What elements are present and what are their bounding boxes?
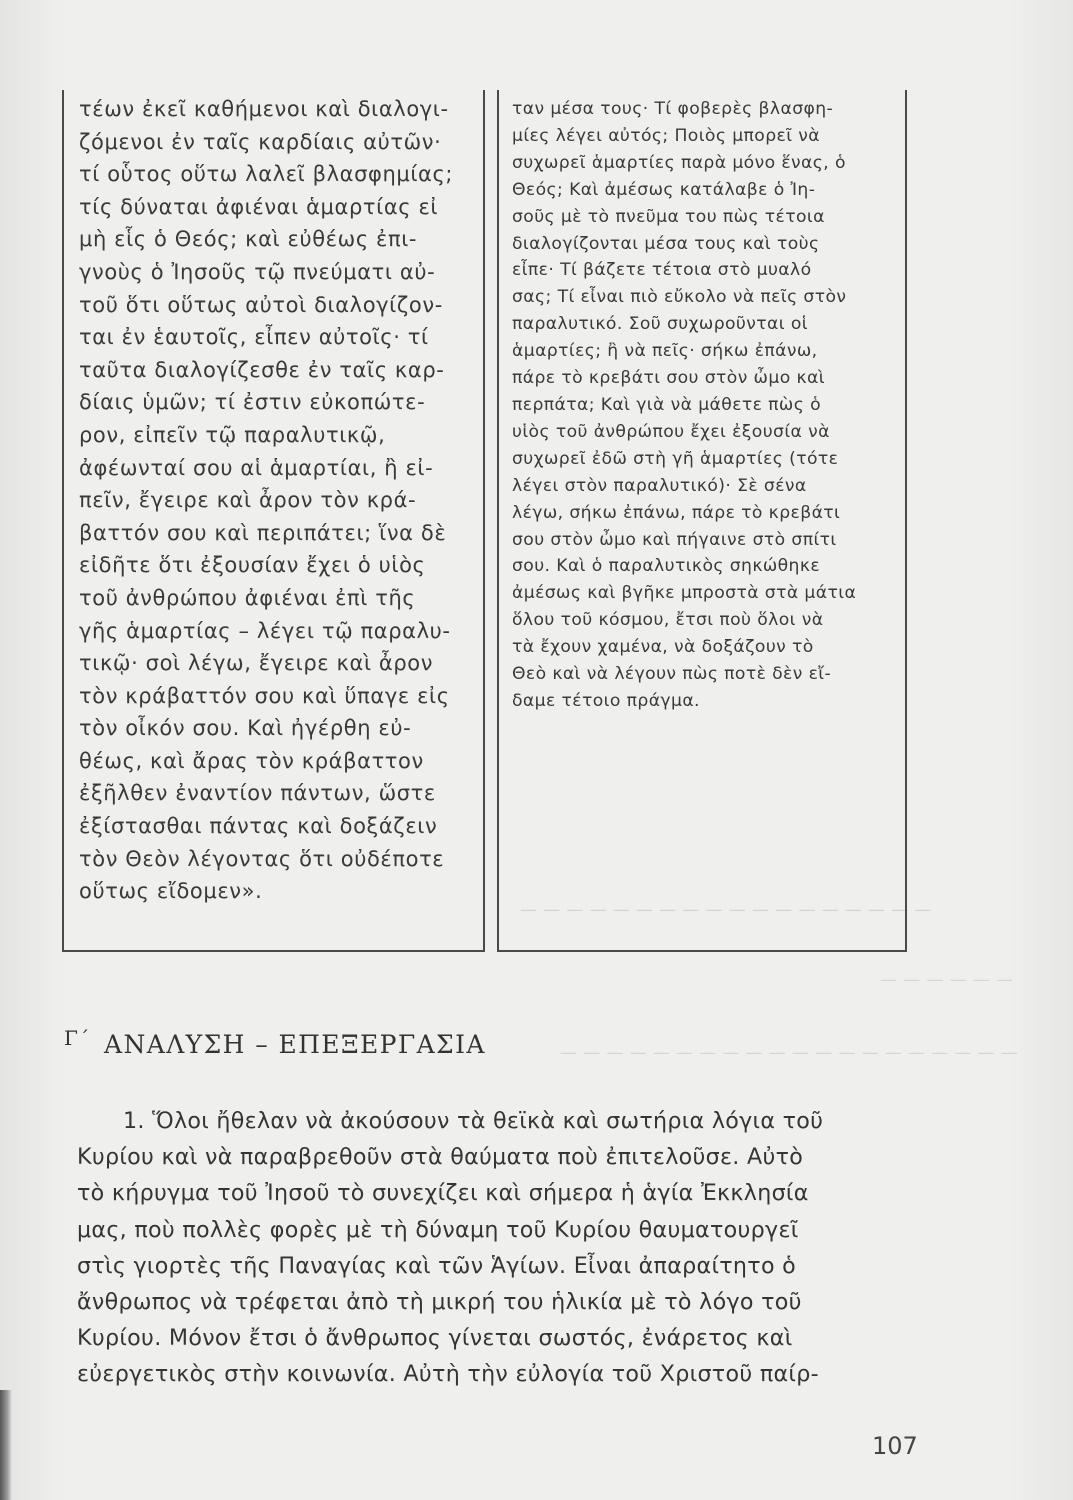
section-heading	[64, 1026, 486, 1059]
bleed-through-text: — — — — — — — — — — — — — — — — — — — —	[560, 1043, 1019, 1063]
text-line: Θεός; Καὶ ἀμέσως κατάλαβε ὁ Ἰη-	[512, 179, 816, 200]
text-line: τίς δύναται ἀφιέναι ἁμαρτίας εἰ	[79, 194, 439, 219]
text-line: ἀφέωνταί σου αἱ ἁμαρτίαι, ἢ εἰ-	[79, 455, 434, 480]
section-mark: Γ΄	[64, 1026, 91, 1050]
text-line: τὸν οἶκόν σου. Καὶ ἠγέρθη εὐ-	[79, 716, 412, 741]
text-line: τοῦ ἀνθρώπου ἀφιέναι ἐπὶ τῆς	[79, 585, 416, 610]
text-line: πάρε τὸ κρεβάτι σου στὸν ὦμο καὶ	[512, 368, 825, 389]
text-line: συχωρεῖ ἐδῶ στὴ γῆ ἁμαρτίες (τότε	[512, 448, 839, 469]
text-line: ἁμαρτίες; ἢ νὰ πεῖς· σήκω ἐπάνω,	[512, 341, 818, 362]
text-line: λέγει στὸν παραλυτικό)· Σὲ σένα	[512, 475, 807, 496]
text-line: σου. Καὶ ὁ παραλυτικὸς σηκώθηκε	[512, 556, 821, 577]
text-line: μὴ εἷς ὁ Θεός; καὶ εὐθέως ἐπι-	[79, 227, 418, 252]
text-line: τὸν κράβαττόν σου καὶ ὕπαγε εἰς	[79, 683, 450, 708]
section-title: ΑΝΑΛΥΣΗ – ΕΠΕΞΕΡΓΑΣΙΑ	[104, 1030, 486, 1059]
text-line: περπάτα; Καὶ γιὰ νὰ μάθετε πὼς ὁ	[512, 394, 821, 415]
text-line: μας, ποὺ πολλὲς φορὲς μὲ τὴ δύναμη τοῦ Κυρίου θαυματουργεῖ	[77, 1216, 799, 1243]
text-line: Κυρίου. Μόνον ἔτσι ὁ ἄνθρωπος γίνεται σωστός, ἐνάρετος καὶ	[77, 1325, 793, 1352]
text-line: τὰ ἔχουν χαμένα, νὰ δοξάζουν τὸ	[512, 637, 814, 658]
text-line: στὶς γιορτὲς τῆς Παναγίας καὶ τῶν Ἁγίων. Εἶναι ἀπαραίτητο ὁ	[77, 1252, 797, 1279]
text-line: σας; Τί εἶναι πιὸ εὔκολο νὰ πεῖς στὸν	[512, 287, 847, 308]
text-line: υἱὸς τοῦ ἀνθρώπου ἔχει ἐξουσία νὰ	[512, 421, 830, 442]
text-line: βαττόν σου καὶ περιπάτει; ἵνα δὲ	[79, 520, 447, 545]
body-paragraph	[77, 1103, 947, 1393]
text-line: τί οὗτος οὕτω λαλεῖ βλασφημίας;	[79, 162, 454, 187]
left-column-text	[79, 93, 479, 908]
text-line: μίες λέγει αὐτός; Ποιὸς μπορεῖ νὰ	[512, 125, 821, 146]
text-line: ταῦτα διαλογίζεσθε ἐν ταῖς καρ-	[79, 357, 445, 382]
text-line: γῆς ἁμαρτίας – λέγει τῷ παραλυ-	[79, 618, 451, 643]
binding-shadow	[0, 1390, 12, 1500]
text-line: ζόμενοι ἐν ταῖς καρδίαις αὐτῶν·	[79, 129, 442, 154]
text-line: εἶπε· Τί βάζετε τέτοια στὸ μυαλό	[512, 260, 812, 281]
text-line: τὸ κήρυγμα τοῦ Ἰησοῦ τὸ συνεχίζει καὶ σήμερα ἡ ἁγία Ἐκκλησία	[77, 1180, 809, 1207]
text-line: εὐεργετικὸς στὴν κοινωνία. Αὐτὴ τὴν εὐλογία τοῦ Χριστοῦ παίρ-	[77, 1361, 819, 1388]
text-line: Κυρίου καὶ νὰ παραβρεθοῦν στὰ θαύματα ποὺ ἐπιτελοῦσε. Αὐτὸ	[77, 1144, 804, 1171]
text-line: ἐξίστασθαι πάντας καὶ δοξάζειν	[79, 814, 438, 839]
right-column-text	[512, 96, 904, 715]
text-line: σοῦς μὲ τὸ πνεῦμα του πὼς τέτοια	[512, 206, 825, 227]
text-line: ἀμέσως καὶ βγῆκε μπροστὰ στὰ μάτια	[512, 583, 857, 604]
text-line: ὅλου τοῦ κόσμου, ἔτσι ποὺ ὅλοι νὰ	[512, 610, 824, 631]
text-line: συχωρεῖ ἁμαρτίες παρὰ μόνο ἕνας, ὁ	[512, 152, 846, 173]
text-line: τέων ἐκεῖ καθήμενοι καὶ διαλογι-	[79, 97, 449, 121]
text-line: πεῖν, ἔγειρε καὶ ἆρον τὸν κρά-	[79, 488, 417, 513]
text-line: ἐξῆλθεν ἐναντίον πάντων, ὥστε	[79, 781, 436, 806]
text-line: δίαις ὑμῶν; τί ἐστιν εὐκοπώτε-	[79, 390, 426, 415]
text-line: οὕτως εἴδομεν».	[79, 879, 263, 904]
text-line: τικῷ· σοὶ λέγω, ἔγειρε καὶ ἆρον	[79, 651, 434, 676]
text-line: γνοὺς ὁ Ἰησοῦς τῷ πνεύματι αὐ-	[79, 259, 436, 284]
text-line: λέγω, σήκω ἐπάνω, πάρε τὸ κρεβάτι	[512, 502, 841, 523]
text-line: διαλογίζονται μέσα τους καὶ τοὺς	[512, 233, 820, 254]
text-line: θέως, καὶ ἄρας τὸν κράβαττον	[79, 748, 424, 773]
text-line: εἰδῆτε ὅτι ἐξουσίαν ἔχει ὁ υἱὸς	[79, 553, 426, 578]
text-line: δαμε τέτοιο πράγμα.	[512, 690, 700, 711]
text-line: ται ἐν ἑαυτοῖς, εἶπεν αὐτοῖς· τί	[79, 325, 429, 350]
text-line: 1. Ὅλοι ἤθελαν νὰ ἀκούσουν τὰ θεϊκὰ καὶ σωτήρια λόγια τοῦ	[123, 1108, 824, 1134]
text-line: παραλυτικό. Σοῦ συχωροῦνται οἱ	[512, 314, 808, 335]
page-number: 107	[872, 1432, 918, 1460]
text-line: σου στὸν ὦμο καὶ πήγαινε στὸ σπίτι	[512, 529, 837, 550]
text-line: ταν μέσα τους· Τί φοβερὲς βλασφη-	[512, 99, 834, 119]
text-line: τὸν Θεὸν λέγοντας ὅτι οὐδέποτε	[79, 846, 445, 871]
text-line: ἄνθρωπος νὰ τρέφεται ἀπὸ τὴ μικρή του ἡλικία μὲ τὸ λόγο τοῦ	[77, 1289, 802, 1316]
text-line: ρον, εἰπεῖν τῷ παραλυτικῷ,	[79, 422, 386, 447]
text-line: τοῦ ὅτι οὕτως αὐτοὶ διαλογίζον-	[79, 292, 443, 317]
bleed-through-text: — — — — — —	[880, 970, 1014, 990]
text-line: Θεὸ καὶ νὰ λέγουν πὼς ποτὲ δὲν εἴ-	[512, 664, 832, 685]
bleed-through-text: — — — — — — — — — — — — — — — — — —	[520, 900, 932, 920]
